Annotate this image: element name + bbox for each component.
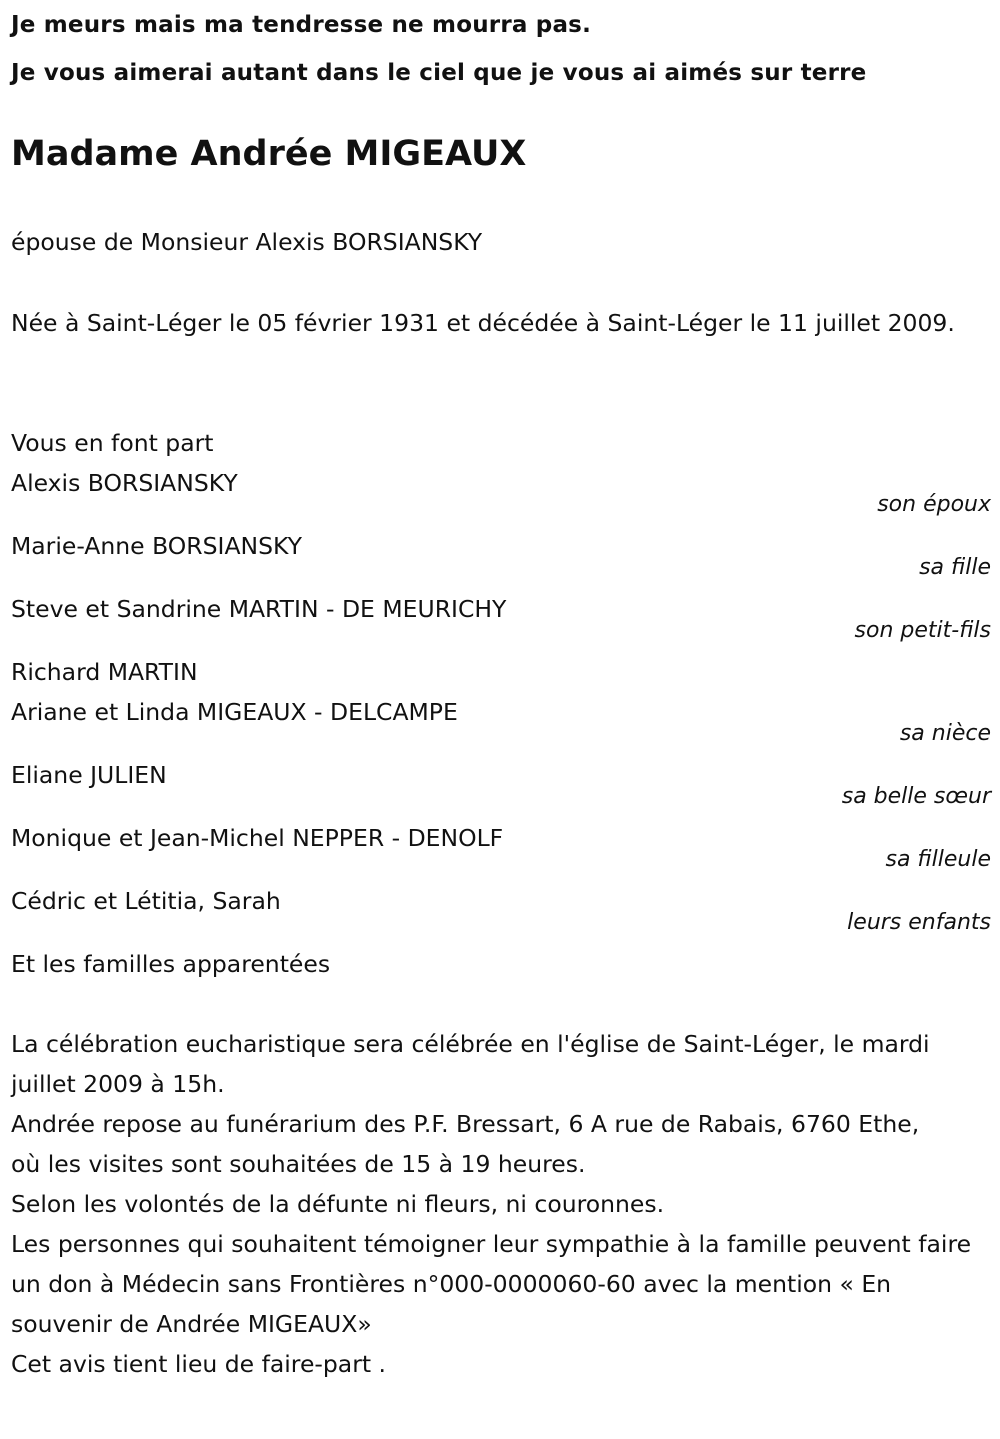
family-relation: son époux [877, 492, 991, 517]
detail-line: Cet avis tient lieu de faire-part . [11, 1350, 387, 1378]
family-relation: leurs enfants [847, 910, 991, 935]
detail-line: Selon les volontés de la défunte ni fleurs, ni couronnes. [11, 1190, 665, 1218]
service-details [11, 1024, 986, 1384]
family-relation: sa belle sœur [841, 784, 991, 809]
family-name: Richard MARTIN [11, 658, 198, 686]
family-name: Marie-Anne BORSIANSKY [11, 532, 302, 560]
detail-line: La célébration eucharistique sera célébrée en l'église de Saint-Léger, le mardi juillet 2009 à 15h. [11, 1030, 930, 1098]
family-name: Eliane JULIEN [11, 761, 167, 789]
family-name: Cédric et Létitia, Sarah [11, 887, 281, 915]
family-name: Alexis BORSIANSKY [11, 469, 238, 497]
family-relation: sa filleule [885, 847, 991, 872]
quote-line-1: Je meurs mais ma tendresse ne mourra pas. [11, 12, 592, 38]
announce-intro: Vous en font part [11, 429, 214, 457]
family-relation: son petit-fils [854, 618, 991, 643]
deceased-name: Madame Andrée MIGEAUX [11, 134, 527, 174]
detail-line: Andrée repose au funérarium des P.F. Bressart, 6 A rue de Rabais, 6760 Ethe, [11, 1110, 920, 1138]
family-relation: sa nièce [899, 721, 991, 746]
detail-line: où les visites sont souhaitées de 15 à 19 heures. [11, 1150, 586, 1178]
family-name: Monique et Jean-Michel NEPPER - DENOLF [11, 824, 504, 852]
family-name: Et les familles apparentées [11, 950, 331, 978]
spouse-line: épouse de Monsieur Alexis BORSIANSKY [11, 228, 483, 256]
family-name: Ariane et Linda MIGEAUX - DELCAMPE [11, 698, 458, 726]
family-relation: sa fille [919, 555, 991, 580]
detail-line: Les personnes qui souhaitent témoigner leur sympathie à la famille peuvent faire un don à Médecin sans Frontières n°000-0000060-60 avec la mention « En souvenir de Andrée MIGEAUX» [11, 1230, 972, 1338]
quote-line-2: Je vous aimerai autant dans le ciel que je vous ai aimés sur terre [11, 60, 867, 86]
family-name: Steve et Sandrine MARTIN - DE MEURICHY [11, 595, 507, 623]
birth-death-line: Née à Saint-Léger le 05 février 1931 et décédée à Saint-Léger le 11 juillet 2009. [11, 309, 955, 337]
